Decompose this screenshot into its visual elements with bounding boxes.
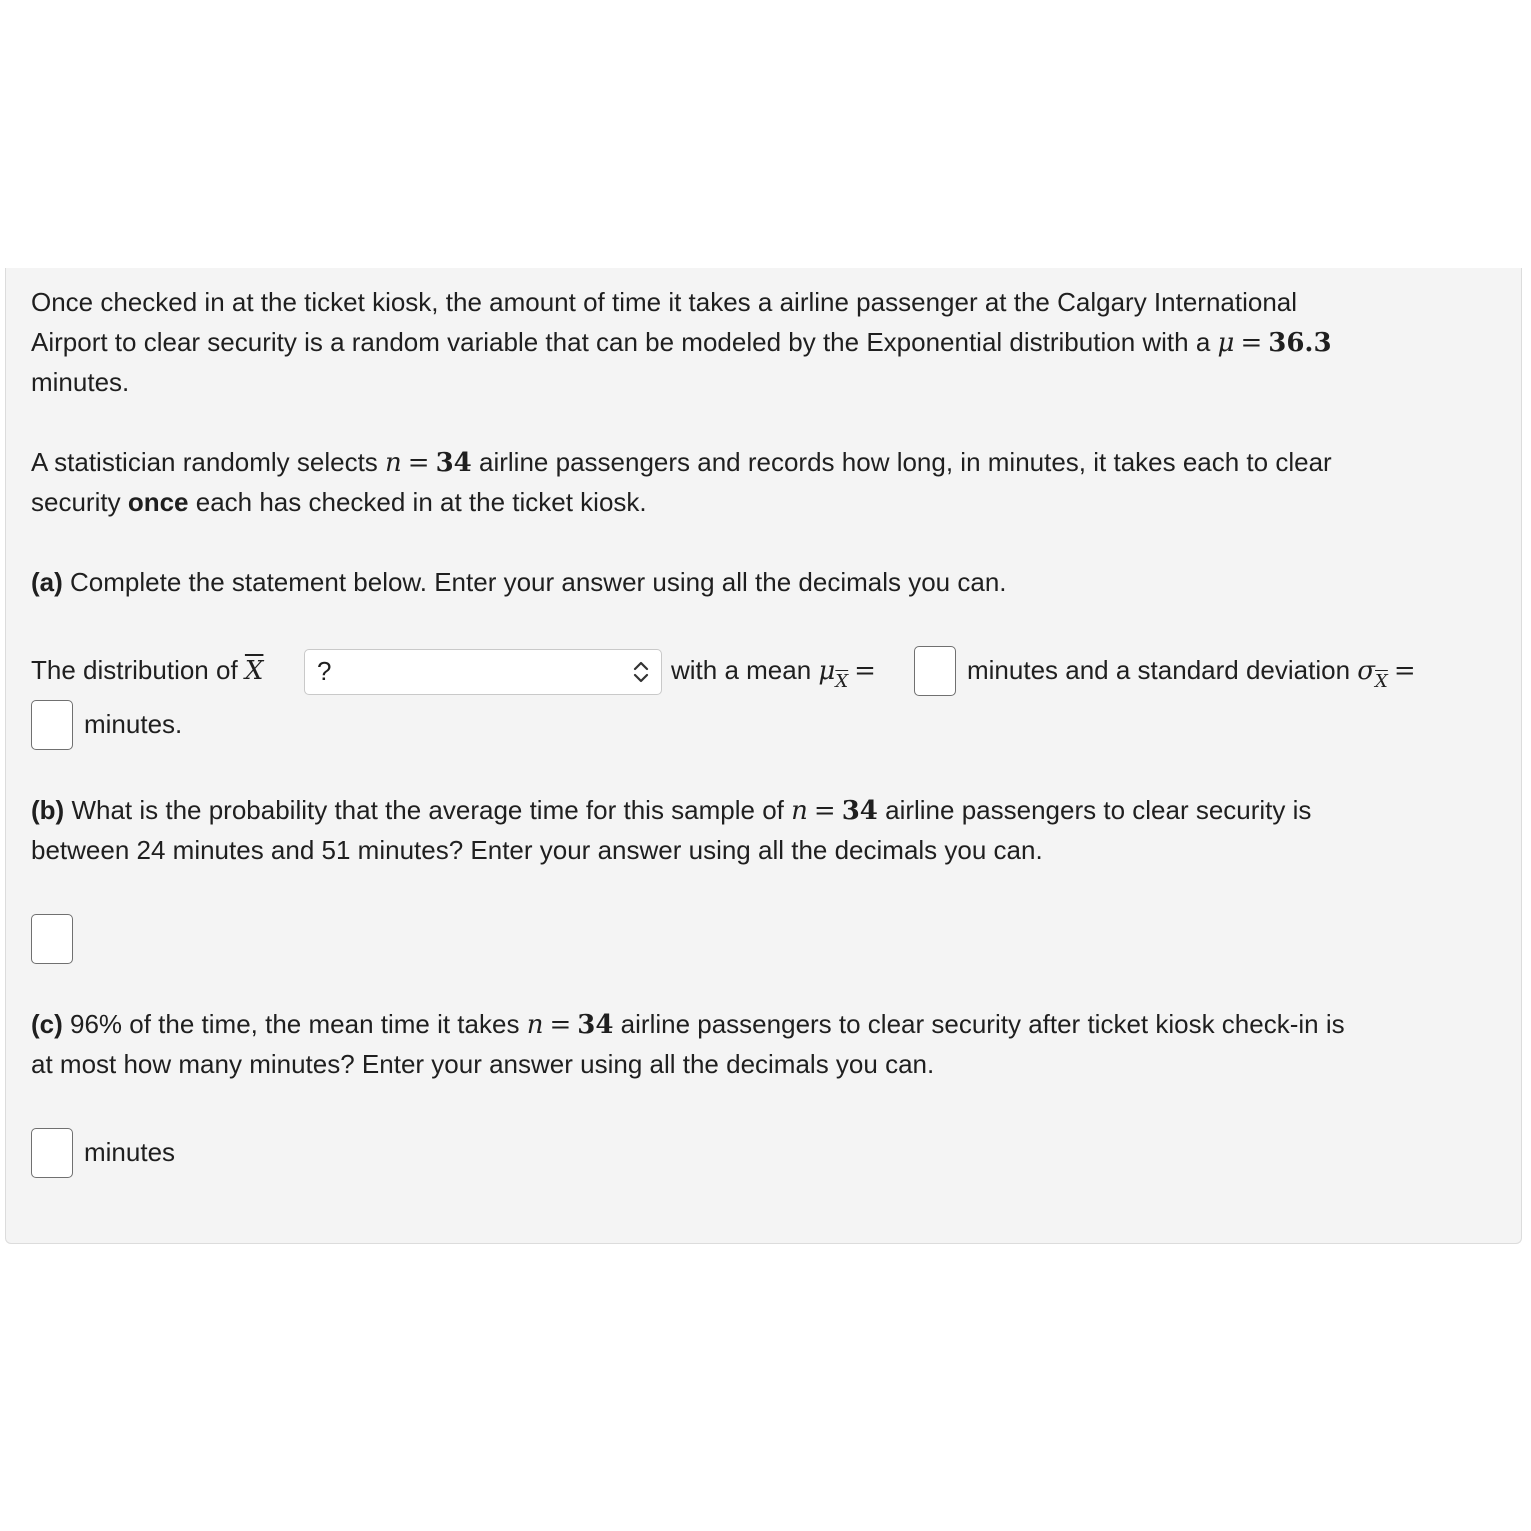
part-c-line-1 — [31, 1004, 1345, 1045]
part-a-prompt — [31, 562, 1007, 602]
n-symbol: n — [791, 796, 808, 826]
part-c-text-2: at most how many minutes? Enter your answer using all the decimals you can. — [31, 1049, 935, 1079]
unit-text: minutes — [84, 1137, 176, 1167]
unit-text: minutes. — [84, 709, 183, 739]
equals-sign: = — [813, 796, 836, 826]
intro-line-1 — [31, 282, 1297, 322]
part-b-text-2: between 24 minutes and 51 minutes? Enter your answer using all the decimals you can. — [31, 835, 1043, 865]
intro-text-3: minutes. — [31, 367, 130, 397]
minutes-answer-input[interactable] — [31, 1128, 73, 1178]
sample-text-2-post: each has checked in at the ticket kiosk. — [195, 487, 647, 517]
probability-answer-input[interactable] — [31, 914, 73, 964]
xbar-subscript: X — [835, 671, 849, 692]
xbar-subscript: X — [1375, 671, 1388, 692]
sigma-symbol: σ — [1357, 656, 1376, 686]
intro-text-1: Once checked in at the ticket kiosk, the amount of time it takes a airline passenger at the Calgary International — [31, 287, 1298, 317]
intro-line-2 — [31, 322, 1332, 363]
n-value: 34 — [435, 448, 472, 478]
n-symbol: n — [526, 1010, 544, 1040]
select-value: ? — [317, 656, 332, 686]
xbar-symbol: $\overline{X}$ — [244, 656, 264, 686]
equals-sign: = — [407, 448, 430, 478]
distribution-select[interactable] — [304, 649, 662, 695]
equals-sign: = — [1240, 328, 1263, 358]
mu-symbol: μ — [1217, 328, 1235, 358]
part-c-text-pre: 96% of the time, the mean time it takes — [70, 1009, 520, 1039]
part-a-prompt-text: Complete the statement below. Enter your answer using all the decimals you can. — [70, 567, 1007, 597]
sample-text-post: airline passengers and records how long, in minutes, it takes each to clear — [479, 447, 1332, 477]
part-c-label: (c) — [31, 1009, 63, 1039]
n-value: 34 — [577, 1010, 614, 1040]
part-b-line-2 — [31, 830, 1043, 870]
n-symbol: n — [385, 448, 402, 478]
part-a-statement-pre — [31, 650, 263, 691]
part-a-mean-label — [671, 650, 882, 702]
part-c-line-2 — [31, 1044, 934, 1084]
equals-sign: = — [1393, 656, 1416, 686]
question-card — [5, 268, 1522, 1244]
sample-text-bold: once — [127, 487, 189, 517]
part-a-sd-label — [967, 650, 1422, 702]
chevron-up-down-icon — [631, 660, 651, 684]
part-a-label: (a) — [31, 567, 63, 597]
sd-answer-input[interactable] — [31, 700, 73, 750]
sample-text-2-pre: security — [31, 487, 121, 517]
sd-text: minutes and a standard deviation — [967, 655, 1351, 685]
sample-text-pre: A statistician randomly selects — [31, 447, 378, 477]
part-c-unit — [84, 1132, 175, 1172]
sample-line-1 — [31, 442, 1332, 483]
intro-line-3 — [31, 362, 129, 402]
stmt-pre-text: The distribution of — [31, 655, 238, 685]
with-mean-text: with a mean — [671, 655, 812, 685]
n-value: 34 — [841, 796, 878, 826]
intro-text-2: Airport to clear security is a random variable that can be modeled by the Exponential distribution with a — [31, 327, 1211, 357]
equals-sign: = — [549, 1010, 572, 1040]
mu-sub-symbol: μ — [818, 656, 836, 686]
part-b-label: (b) — [31, 795, 65, 825]
equals-sign: = — [854, 656, 876, 686]
mu-value: 36.3 — [1268, 328, 1332, 358]
sample-line-2 — [31, 482, 647, 522]
part-c-text-post: airline passengers to clear security after ticket kiosk check-in is — [620, 1009, 1345, 1039]
part-a-unit — [84, 704, 182, 744]
part-b-text-pre: What is the probability that the average time for this sample of — [71, 795, 784, 825]
part-b-text-post: airline passengers to clear security is — [885, 795, 1312, 825]
part-b-line-1 — [31, 790, 1311, 831]
mean-answer-input[interactable] — [914, 646, 956, 696]
